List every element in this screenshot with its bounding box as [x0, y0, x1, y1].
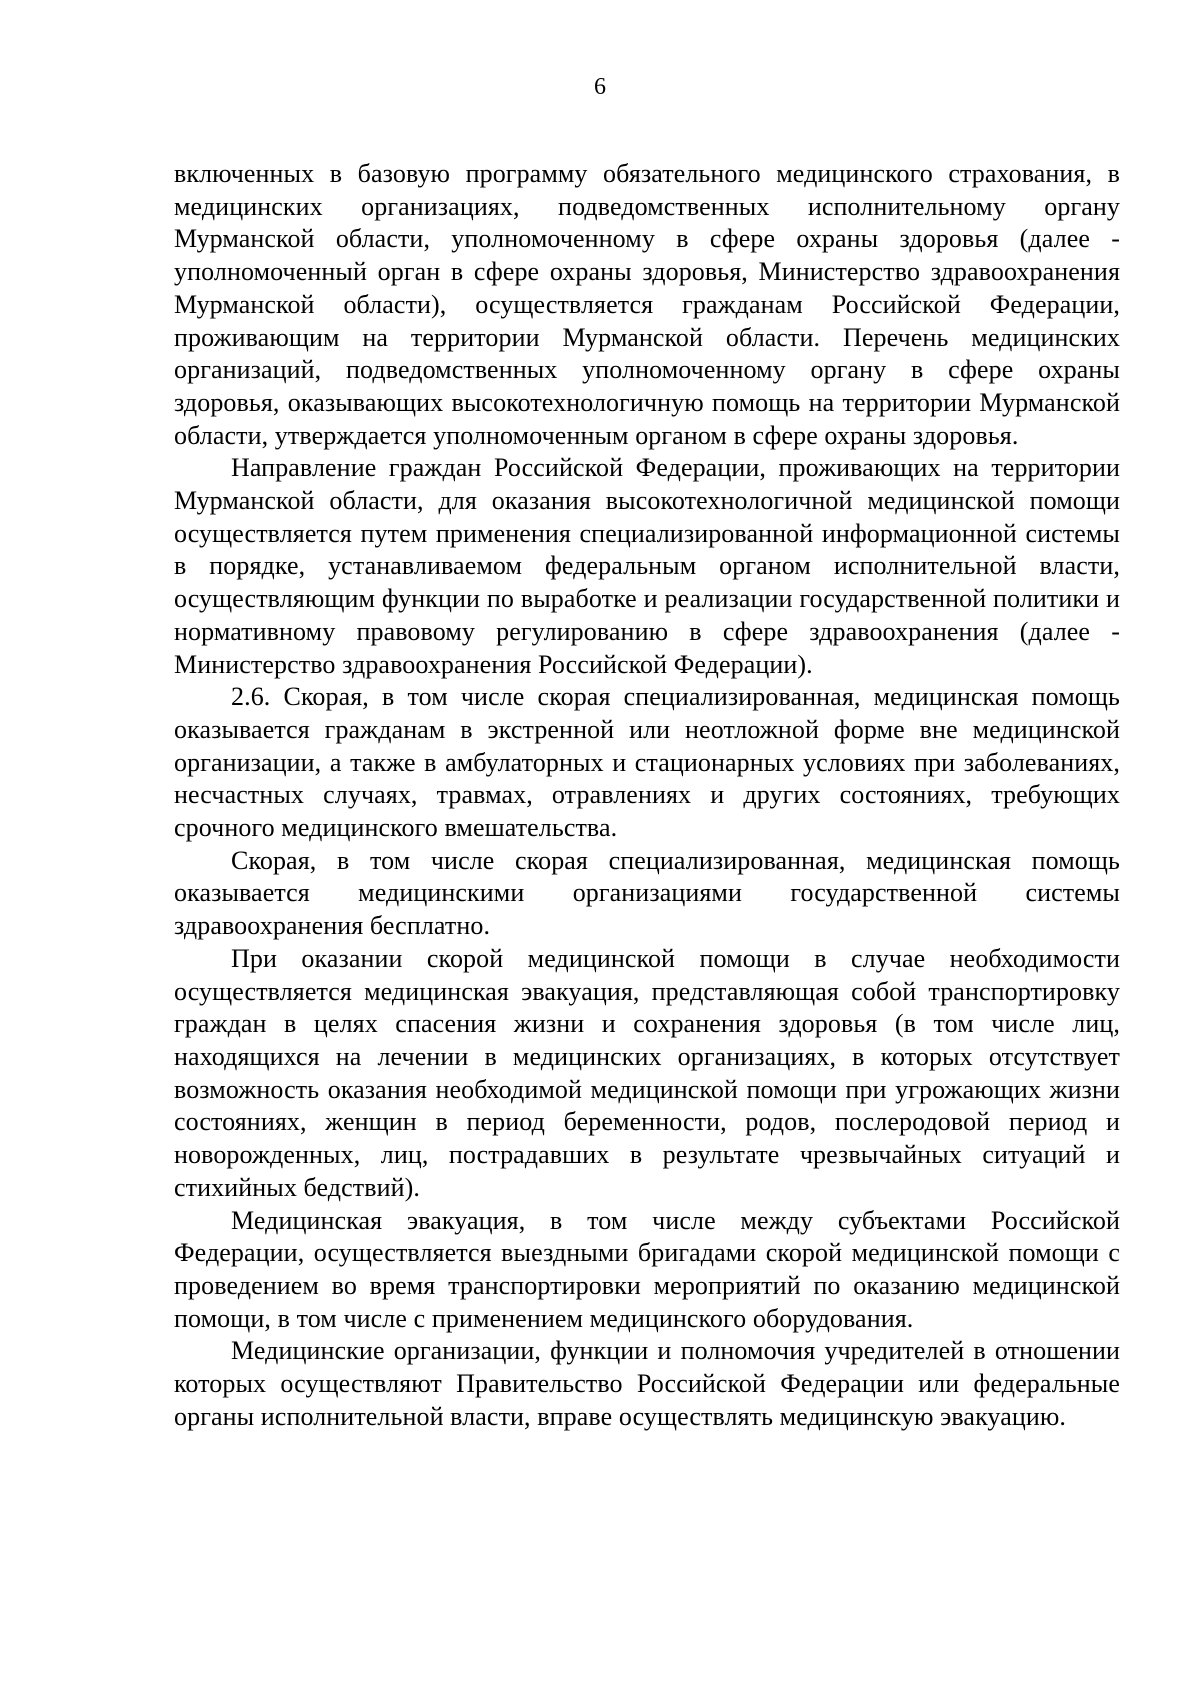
paragraph-continuation: включенных в базовую программу обязательного медицинского страхования, в медицинских организациях, подведомственных исполнительному органу Мурманской области, уполномоченному в сфере охраны здоровья (далее - уполномоченный орган в сфере охраны здоровья, Министерство здравоохранения Мурманской области), осуществляется гражданам Российской Федерации, проживающим на территории Мурманской области. Перечень медицинских организаций, подведомственных уполномоченному органу в сфере охраны здоровья, оказывающих высокотехнологичную помощь на территории Мурманской области, утверждается уполномоченным органом в сфере охраны здоровья.	[174, 159, 1120, 450]
paragraph-medical-evacuation: При оказании скорой медицинской помощи в случае необходимости осуществляется медицинская эвакуация, представляющая собой транспортировку граждан в целях спасения жизни и сохранения здоровья (в том числе лиц, находящихся на лечении в медицинских организациях, в которых отсутствует возможность оказания необходимой медицинской помощи при угрожающих жизни состояниях, женщин в период беременности, родов, послеродовой период и новорожденных, лиц, пострадавших в результате чрезвычайных ситуаций и стихийных бедствий).	[174, 943, 1120, 1202]
paragraph-federal-organizations: Медицинские организации, функции и полномочия учредителей в отношении которых осуществляют Правительство Российской Федерации или федеральные органы исполнительной власти, вправе осуществлять медицинскую эвакуацию.	[174, 1336, 1120, 1431]
paragraph-emergency-free: Скорая, в том числе скорая специализированная, медицинская помощь оказывается медицинскими организациями государственной системы здравоохранения бесплатно.	[174, 845, 1120, 941]
page-number: 6	[594, 74, 606, 100]
paragraph-section-2-6: 2.6. Скорая, в том числе скорая специализированная, медицинская помощь оказывается гражданам в экстренной или неотложной форме вне медицинской организации, а также в амбулаторных и стационарных условиях при заболеваниях, несчастных случаях, травмах, отравлениях и других состояниях, требующих срочного медицинского вмешательства.	[174, 682, 1120, 843]
paragraph-evacuation-between-subjects: Медицинская эвакуация, в том числе между субъектами Российской Федерации, осуществляется выездными бригадами скорой медицинской помощи с проведением во время транспортировки мероприятий по оказанию медицинской помощи, в том числе с применением медицинского оборудования.	[174, 1205, 1120, 1333]
document-body	[174, 158, 1120, 1433]
paragraph-referral: Направление граждан Российской Федерации, проживающих на территории Мурманской области, для оказания высокотехнологичной медицинской помощи осуществляется путем применения специализированной информационной системы в порядке, устанавливаемом федеральным органом исполнительной власти, осуществляющим функции по выработке и реализации государственной политики и нормативному правовому регулированию в сфере здравоохранения (далее - Министерство здравоохранения Российской Федерации).	[174, 453, 1120, 679]
